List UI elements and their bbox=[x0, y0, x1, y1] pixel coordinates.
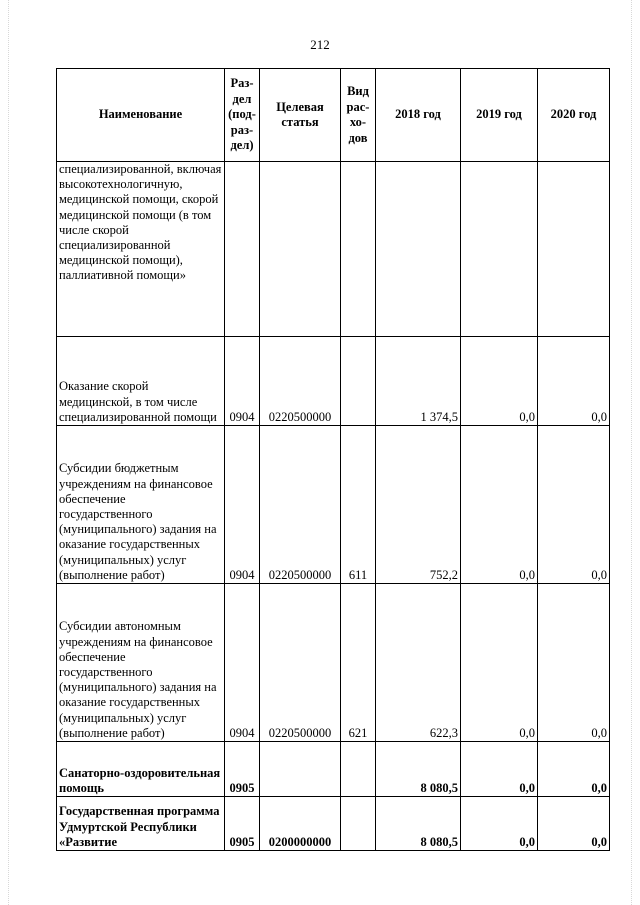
table-row bbox=[57, 337, 610, 426]
row-2019: 0,0 bbox=[461, 797, 538, 851]
row-type bbox=[341, 742, 376, 797]
row-name: Оказание скорой медицинской, в том числе специализированной помощи bbox=[57, 337, 225, 426]
header-target: Целевая статья bbox=[260, 69, 341, 162]
row-name: Субсидии автономным учреждениям на финансовое обеспечение государственного (муниципального) задания на оказание государственных (муниципальных) услуг (выполнение работ) bbox=[57, 584, 225, 742]
row-2020 bbox=[538, 162, 610, 337]
row-2020: 0,0 bbox=[538, 742, 610, 797]
header-2020: 2020 год bbox=[538, 69, 610, 162]
row-2018: 1 374,5 bbox=[376, 337, 461, 426]
row-2018: 622,3 bbox=[376, 584, 461, 742]
row-2019: 0,0 bbox=[461, 426, 538, 584]
row-target bbox=[260, 162, 341, 337]
table-row bbox=[57, 584, 610, 742]
table-row bbox=[57, 162, 610, 337]
row-name: специализированной, включая высокотехнологичную, медицинской помощи, скорой медицинской помощи (в том числе скорой специализированной медицинской помощи), паллиативной помощи» bbox=[57, 162, 225, 337]
budget-table bbox=[56, 68, 610, 851]
row-2019 bbox=[461, 162, 538, 337]
row-2020: 0,0 bbox=[538, 337, 610, 426]
right-margin-guide bbox=[631, 0, 633, 905]
table-row bbox=[57, 797, 610, 851]
header-name: Наименование bbox=[57, 69, 225, 162]
row-target: 0220500000 bbox=[260, 426, 341, 584]
row-target: 0200000000 bbox=[260, 797, 341, 851]
row-type bbox=[341, 337, 376, 426]
row-2019: 0,0 bbox=[461, 337, 538, 426]
row-target: 0220500000 bbox=[260, 584, 341, 742]
row-section: 0904 bbox=[225, 337, 260, 426]
row-name: Субсидии бюджетным учреждениям на финансовое обеспечение государственного (муниципального) задания на оказание государственных (муниципальных) услуг (выполнение работ) bbox=[57, 426, 225, 584]
header-section: Раз-дел (под-раз-дел) bbox=[225, 69, 260, 162]
header-type: Вид рас-хо-дов bbox=[341, 69, 376, 162]
table-row bbox=[57, 742, 610, 797]
row-2018: 8 080,5 bbox=[376, 742, 461, 797]
table-row bbox=[57, 426, 610, 584]
row-2018: 8 080,5 bbox=[376, 797, 461, 851]
row-section bbox=[225, 162, 260, 337]
row-section: 0905 bbox=[225, 742, 260, 797]
row-2018 bbox=[376, 162, 461, 337]
row-2019: 0,0 bbox=[461, 584, 538, 742]
row-section: 0904 bbox=[225, 426, 260, 584]
row-name: Санаторно-оздоровительная помощь bbox=[57, 742, 225, 797]
left-margin-guide bbox=[8, 0, 10, 905]
row-type: 611 bbox=[341, 426, 376, 584]
row-type bbox=[341, 162, 376, 337]
row-target: 0220500000 bbox=[260, 337, 341, 426]
row-2020: 0,0 bbox=[538, 797, 610, 851]
table-header-row bbox=[57, 69, 610, 162]
row-name: Государственная программа Удмуртской Республики «Развитие bbox=[57, 797, 225, 851]
header-2019: 2019 год bbox=[461, 69, 538, 162]
row-2020: 0,0 bbox=[538, 426, 610, 584]
header-2018: 2018 год bbox=[376, 69, 461, 162]
row-type: 621 bbox=[341, 584, 376, 742]
row-2018: 752,2 bbox=[376, 426, 461, 584]
row-2019: 0,0 bbox=[461, 742, 538, 797]
row-type bbox=[341, 797, 376, 851]
row-section: 0905 bbox=[225, 797, 260, 851]
row-2020: 0,0 bbox=[538, 584, 610, 742]
row-section: 0904 bbox=[225, 584, 260, 742]
row-target bbox=[260, 742, 341, 797]
page-number: 212 bbox=[310, 37, 330, 52]
